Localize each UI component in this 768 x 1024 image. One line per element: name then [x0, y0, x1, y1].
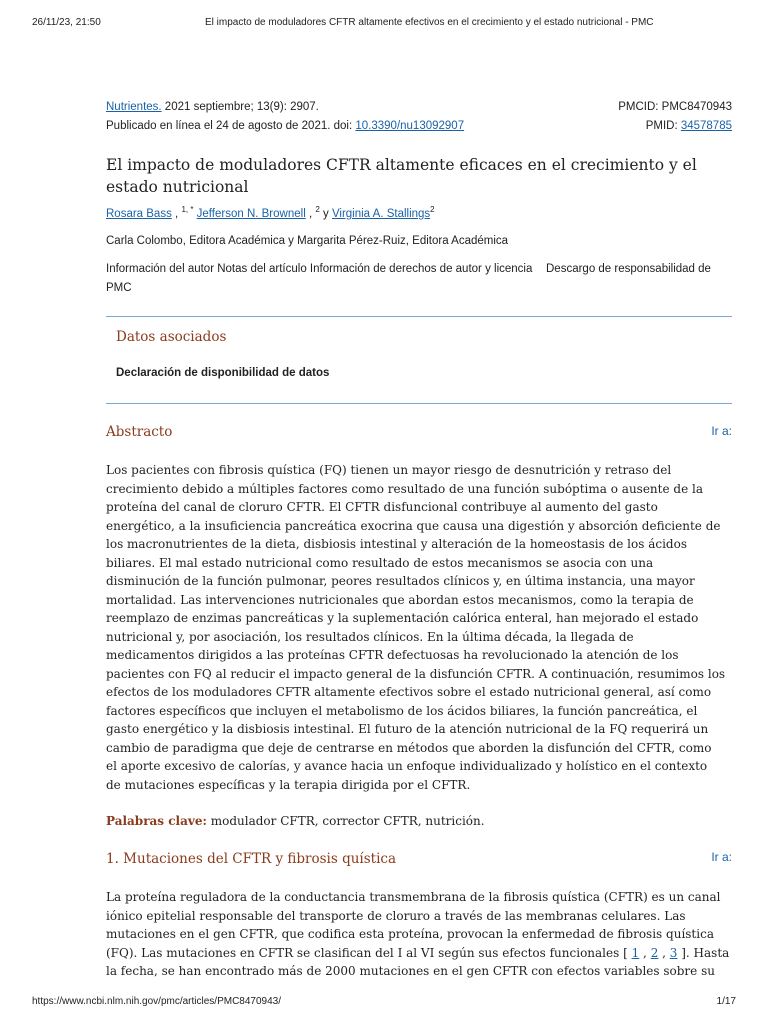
doi-link[interactable]: 10.3390/nu13092907: [355, 120, 465, 132]
info-links[interactable]: Información del autor Notas del artículo Información de derechos de autor y licencia: [106, 263, 533, 275]
abstract-line: pacientes con FQ al reducir el impacto general de la disfunción CFTR. A continuación, resumimos los: [106, 666, 726, 681]
pmid-line: [646, 120, 732, 132]
author-sep-2: ,: [305, 208, 316, 220]
divider-bottom: [106, 403, 732, 404]
section1-goto-link[interactable]: Ir a:: [711, 850, 732, 864]
editors: Carla Colombo, Editora Académica y Margarita Pérez-Ruiz, Editora Académica: [106, 235, 509, 247]
associated-data-heading: Datos asociados: [116, 329, 227, 345]
journal-link[interactable]: Nutrientes.: [106, 101, 162, 113]
abstract-line: biliares. El mal estado nutricional como resultado de estos mecanismos se asocia con una: [106, 555, 654, 570]
abstract-goto-link[interactable]: Ir a:: [711, 424, 732, 438]
section1-line-4-end: ]. Hasta: [677, 945, 730, 960]
citation-date: 2021 septiembre; 13(9): 2907.: [161, 101, 319, 113]
abstract-line: nutricional y, por asociación, los resultados clínicos. En la última década, la llegada de: [106, 629, 634, 644]
divider-top: [106, 316, 732, 317]
ref-sep: ,: [658, 945, 670, 960]
author-sep-1: ,: [171, 208, 182, 220]
abstract-line: energético, a la insuficiencia pancreática exocrina que causa una digestión y absorción deficiente de: [106, 518, 721, 533]
data-availability-link[interactable]: Declaración de disponibilidad de datos: [116, 367, 330, 379]
author-affil-2: 2: [315, 205, 320, 214]
article-title: El impacto de moduladores CFTR altamente eficaces en el crecimiento y el estado nutricional: [106, 156, 697, 196]
pmid-label: PMID:: [645, 120, 681, 132]
abstract-line: cambio de paradigma que deje de centrarse en métodos que aborden la disfunción del CFTR, como: [106, 740, 712, 755]
abstract-line: los macronutrientes de la dieta, disbiosis intestinal y alteración de la homeostasis de los ácidos: [106, 537, 687, 551]
abstract-line: mortalidad. Las intervenciones nutricionales que abordan estos mecanismos, como la terapia de: [106, 592, 694, 607]
abstract-line: crecimiento debido a múltiples factores como resultado de una función subóptima o ausente de la: [106, 481, 703, 496]
abstract-line: Los pacientes con fibrosis quística (FQ) tienen un mayor riesgo de desnutrición y retraso del: [106, 463, 672, 477]
abstract-line: gasto energético y la disbiosis intestinal. El futuro de la atención nutricional de la FQ requerirá un: [106, 722, 709, 736]
section1-line: La proteína reguladora de la conductancia transmembrana de la fibrosis quística (CFTR) es un canal: [106, 890, 721, 904]
abstract-line: el aporte excesivo de calorías, y avance hacia un enfoque individualizado y holístico en el contexto: [106, 759, 708, 773]
pmcid: PMCID: PMC8470943: [618, 101, 732, 113]
print-datetime: 26/11/23, 21:50: [32, 17, 101, 28]
author-link-2[interactable]: Jefferson N. Brownell: [196, 208, 306, 220]
keywords: [106, 812, 732, 831]
section1-line: iónico epitelial responsable del transporte de cloruro a través de las membranas celulares. Las: [106, 908, 686, 923]
section1-line: mutaciones en el gen CFTR, que codifica esta proteína, provocan la enfermedad de fibrosis quística: [106, 927, 714, 941]
abstract-body: [106, 461, 732, 794]
citation-line-1: [106, 101, 319, 113]
published-text: Publicado en línea el 24 de agosto de 2021. doi:: [106, 120, 356, 132]
keywords-label: Palabras clave:: [106, 814, 207, 828]
abstract-line: de mutaciones específicas y la terapia dirigida por el CFTR.: [106, 777, 471, 792]
citation-line-2: [106, 120, 464, 132]
keywords-text: modulador CFTR, corrector CFTR, nutrición.: [206, 814, 485, 828]
author-affil-1: 1, *: [181, 205, 194, 214]
abstract-heading: Abstracto: [106, 424, 173, 440]
keywords-line: [106, 812, 732, 831]
abstract-line: proteína del canal de cloruro CFTR. El CFTR disfuncional contribuye al aumento del gasto: [106, 500, 658, 514]
print-page-title: El impacto de moduladores CFTR altamente efectivos en el crecimiento y el estado nutricional - PMC: [205, 17, 654, 28]
author-list: [106, 205, 435, 220]
section1-line-4-text: (FQ). Las mutaciones en CFTR se clasifican del I al VI según sus efectos funcionales [: [106, 945, 632, 960]
section1-line-refs: [106, 944, 732, 963]
print-page-number: 1/17: [716, 996, 736, 1007]
abstract-line: factores específicos que incluyen el metabolismo de los ácidos biliares, la función pancreática, el: [106, 703, 698, 718]
disclaimer-link-pmc[interactable]: PMC: [106, 282, 132, 294]
reference-link-1[interactable]: 1: [631, 945, 640, 960]
disclaimer-link[interactable]: Descargo de responsabilidad de: [546, 263, 711, 275]
author-link-1[interactable]: Rosara Bass: [106, 208, 172, 220]
pmid-link[interactable]: 34578785: [680, 120, 732, 132]
reference-link-3[interactable]: 3: [669, 945, 678, 960]
abstract-line: medicamentos dirigidos a las proteínas CFTR defectuosas ha revolucionado la atención de los: [106, 648, 679, 662]
section1-body: [106, 888, 732, 981]
abstract-line: disminución de la función pulmonar, peores resultados clínicos y, en última instancia, una mayor: [106, 574, 695, 588]
ref-sep: ,: [639, 945, 651, 960]
section1-heading: 1. Mutaciones del CFTR y fibrosis quística: [106, 851, 397, 867]
abstract-line: efectos de los moduladores CFTR altamente efectivos sobre el estado nutricional general, así como: [106, 685, 712, 699]
section1-line: la fecha, se han encontrado más de 2000 mutaciones en el gen CFTR con efectos variables sobre su: [106, 964, 715, 978]
author-and: y: [319, 208, 332, 220]
reference-link-2[interactable]: 2: [650, 945, 659, 960]
abstract-line: reemplazo de enzimas pancreáticas y la suplementación calórica enteral, han mejorado el estado: [106, 611, 699, 625]
author-link-3[interactable]: Virginia A. Stallings: [331, 208, 431, 220]
author-affil-3: 2: [430, 205, 435, 214]
print-footer-url: https://www.ncbi.nlm.nih.gov/pmc/articles/PMC8470943/: [32, 996, 281, 1007]
